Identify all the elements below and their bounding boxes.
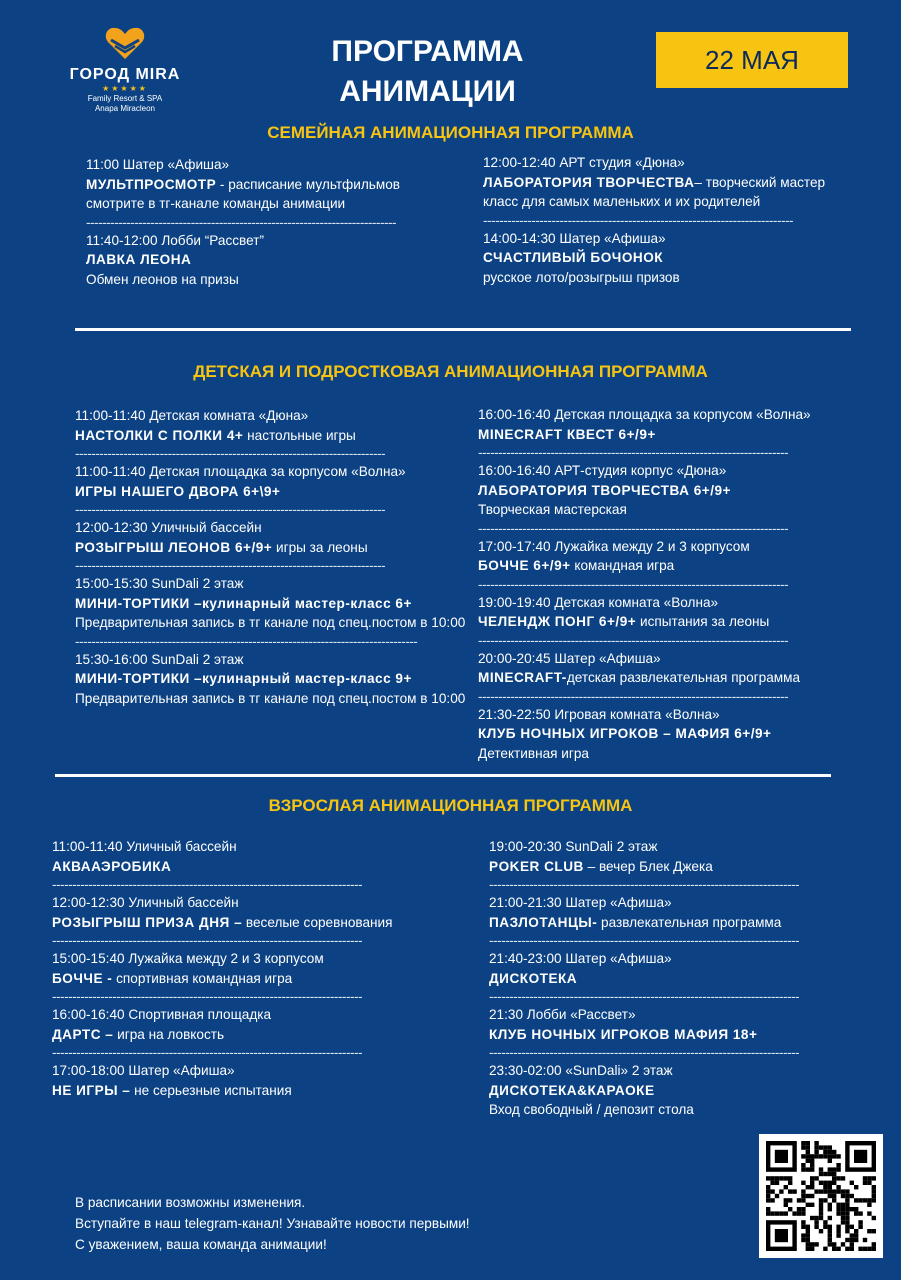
entry-extra: Обмен леонов на призы: [86, 271, 239, 287]
separator: -----------------------------------------------------------------------------: [52, 1045, 363, 1060]
entry-time: 12:00-12:30 Уличный бассейн: [52, 895, 239, 910]
entry-name: ПАЗЛОТАНЦЫ-: [489, 914, 598, 930]
separator: -----------------------------------------------------------------------------: [52, 877, 363, 892]
entry-desc: развлекательная программа: [597, 914, 782, 930]
family-right-column: [483, 153, 828, 287]
schedule-entry: [75, 574, 470, 633]
entry-time: 14:00-14:30 Шатер «Афиша»: [483, 230, 666, 246]
entry-time: 12:00-12:40 АРТ студия «Дюна»: [483, 155, 685, 170]
entry-desc: – творческий мастер класс для самых маленьких и их родителей: [483, 174, 826, 209]
entry-desc: игра на ловкость: [113, 1026, 225, 1042]
entry-name: MINECRAFT КВЕСТ 6+/9+: [478, 426, 656, 442]
entry-name: НЕ ИГРЫ –: [52, 1082, 131, 1098]
entry-desc: спортивная командная игра: [112, 970, 293, 986]
entry-time: 11:00-11:40 Детская площадка за корпусом «Волна»: [75, 464, 406, 479]
footer-line-2: Вступайте в наш telegram-канал! Узнавайте новости первыми!: [75, 1216, 470, 1231]
schedule-entry: [478, 705, 863, 764]
schedule-entry: [52, 949, 452, 988]
page-title: [270, 32, 585, 112]
entry-name: СЧАСТЛИВЫЙ БОЧОНОК: [483, 250, 664, 265]
qr-code-graphic: [759, 1134, 883, 1258]
footer-line-1: В расписании возможны изменения.: [75, 1195, 306, 1210]
entry-desc: игры за леоны: [272, 539, 368, 555]
schedule-entry: [489, 949, 834, 988]
schedule-entry: [86, 155, 446, 214]
separator: -----------------------------------------------------------------------------: [489, 933, 800, 948]
entry-name: РОЗЫГРЫШ ЛЕОНОВ 6+/9+: [75, 539, 273, 555]
title-line-1: ПРОГРАММА: [331, 35, 524, 68]
entry-name: АКВААЭРОБИКА: [52, 858, 172, 874]
entry-time: 16:00-16:40 Детская площадка за корпусом «Волна»: [478, 407, 811, 422]
section-divider: [55, 774, 831, 777]
logo-name: ГОРОД MIRA: [69, 66, 181, 83]
schedule-entry: [478, 649, 863, 688]
date-badge: 22 МАЯ: [656, 32, 848, 88]
entry-time: 21:40-23:00 Шатер «Афиша»: [489, 951, 672, 966]
schedule-entry: [86, 231, 446, 290]
adult-section-title: ВЗРОСЛАЯ АНИМАЦИОННАЯ ПРОГРАММА: [268, 796, 633, 815]
footer-line-3: С уважением, ваша команда анимации!: [75, 1237, 327, 1252]
entry-time: 19:00-19:40 Детская комната «Волна»: [478, 594, 719, 610]
separator: -----------------------------------------------------------------------------: [483, 212, 794, 228]
entry-time: 17:00-17:40 Лужайка между 2 и 3 корпусом: [478, 538, 750, 554]
entry-time: 21:30 Лобби «Рассвет»: [489, 1007, 636, 1022]
logo-stars: ★★★★★: [102, 84, 148, 93]
entry-time: 21:00-21:30 Шатер «Афиша»: [489, 895, 672, 910]
entry-time: 19:00-20:30 SunDali 2 этаж: [489, 839, 658, 854]
schedule-entry: [52, 837, 452, 876]
entry-name: ДИСКОТЕКА&КАРАОКЕ: [489, 1082, 655, 1098]
entry-name: ЛАВКА ЛЕОНА: [86, 252, 192, 267]
kids-section-title: ДЕТСКАЯ И ПОДРОСТКОВАЯ АНИМАЦИОННАЯ ПРОГРАММА: [193, 362, 708, 381]
schedule-entry: [489, 1005, 834, 1044]
entry-name: POKER CLUB: [489, 858, 584, 874]
schedule-entry: [75, 406, 470, 445]
entry-name: БОЧЧЕ 6+/9+: [478, 558, 571, 573]
entry-time: 16:00-16:40 АРТ-студия корпус «Дюна»: [478, 463, 727, 478]
entry-desc: детская развлекательная программа: [566, 670, 801, 685]
entry-time: 15:30-16:00 SunDali 2 этаж: [75, 651, 244, 667]
separator: -----------------------------------------------------------------------------: [75, 502, 386, 517]
logo-location: Anapa Miracleon: [94, 104, 156, 113]
resort-logo: [55, 26, 195, 114]
logo-subtitle: Family Resort & SPA: [87, 94, 163, 103]
schedule-entry: [483, 229, 828, 288]
entry-name: ЛАБОРАТОРИЯ ТВОРЧЕСТВА: [483, 174, 695, 190]
separator: -----------------------------------------------------------------------------: [478, 445, 789, 460]
entry-name: НАСТОЛКИ С ПОЛКИ 4+: [75, 427, 244, 443]
entry-extra: русское лото/розыгрыш призов: [483, 269, 680, 285]
entry-extra: Предварительная запись в тг канале под спец.постом в 10:00: [75, 690, 466, 706]
separator: -----------------------------------------------------------------------------: [478, 632, 789, 648]
separator: -----------------------------------------------------------------------------: [75, 558, 386, 573]
adult-left-column: [52, 837, 452, 1100]
entry-desc: веселые соревнования: [242, 914, 393, 930]
qr-code-icon[interactable]: [759, 1134, 883, 1258]
entry-time: 15:00-15:30 SunDali 2 этаж: [75, 576, 244, 591]
heart-logo-icon: [105, 26, 145, 60]
section-divider: [75, 328, 851, 331]
schedule-entry: [478, 405, 863, 444]
entry-name: ЧЕЛЕНДЖ ПОНГ 6+/9+: [478, 614, 637, 629]
entry-name: КЛУБ НОЧНЫХ ИГРОКОВ – МАФИЯ 6+/9+: [478, 726, 772, 741]
schedule-entry: [489, 837, 834, 876]
schedule-entry: [478, 461, 863, 520]
entry-name: ИГРЫ НАШЕГО ДВОРА 6+\9+: [75, 483, 281, 499]
kids-right-column: [478, 405, 863, 763]
schedule-entry: [52, 893, 452, 932]
separator: -----------------------------------------------------------------------------: [86, 214, 397, 230]
separator: -------------------------------------------------------------------------------------: [75, 633, 418, 649]
schedule-entry: [478, 593, 863, 632]
family-section-title: СЕМЕЙНАЯ АНИМАЦИОННАЯ ПРОГРАММА: [267, 123, 634, 142]
schedule-entry: [75, 650, 470, 709]
entry-name: ЛАБОРАТОРИЯ ТВОРЧЕСТВА 6+/9+: [478, 482, 731, 498]
entry-desc: испытания за леоны: [636, 614, 770, 629]
entry-time: 21:30-22:50 Игровая комната «Волна»: [478, 706, 720, 722]
entry-desc: не серьезные испытания: [130, 1082, 292, 1098]
entry-time: 23:30-02:00 «SunDali» 2 этаж: [489, 1063, 673, 1078]
entry-name: MINECRAFT-: [478, 670, 567, 685]
separator: -----------------------------------------------------------------------------: [75, 446, 386, 461]
schedule-entry: [52, 1061, 452, 1100]
entry-time: 16:00-16:40 Спортивная площадка: [52, 1007, 272, 1022]
entry-time: 15:00-15:40 Лужайка между 2 и 3 корпусом: [52, 951, 324, 966]
entry-name: МУЛЬТПРОСМОТР: [86, 176, 217, 192]
entry-desc: командная игра: [570, 558, 675, 573]
separator: -----------------------------------------------------------------------------: [489, 1045, 800, 1060]
entry-extra: Творческая мастерская: [478, 502, 627, 517]
schedule-entry: [75, 518, 470, 557]
entry-time: 12:00-12:30 Уличный бассейн: [75, 520, 262, 535]
entry-time: 11:00-11:40 Уличный бассейн: [52, 839, 237, 854]
kids-left-column: [75, 406, 470, 708]
separator: -----------------------------------------------------------------------------: [478, 688, 789, 704]
schedule-entry: [483, 153, 828, 212]
entry-time: 17:00-18:00 Шатер «Афиша»: [52, 1063, 235, 1078]
separator: -----------------------------------------------------------------------------: [52, 933, 363, 948]
entry-desc: настольные игры: [243, 427, 356, 443]
entry-extra: Предварительная запись в тг канале под спец.постом в 10:00: [75, 615, 466, 630]
separator: -----------------------------------------------------------------------------: [478, 576, 789, 592]
entry-desc: - расписание мультфильмов смотрите в тг-канале команды анимации: [86, 176, 400, 211]
schedule-entry: [478, 537, 863, 576]
separator: -----------------------------------------------------------------------------: [489, 989, 800, 1004]
separator: -----------------------------------------------------------------------------: [478, 520, 789, 536]
footer-note: [75, 1192, 470, 1255]
entry-time: 11:40-12:00 Лобби “Рассвет”: [86, 232, 264, 248]
entry-name: КЛУБ НОЧНЫХ ИГРОКОВ МАФИЯ 18+: [489, 1026, 758, 1042]
entry-desc: – вечер Блек Джека: [583, 858, 713, 874]
separator: -----------------------------------------------------------------------------: [52, 989, 363, 1004]
entry-name: МИНИ-ТОРТИКИ –кулинарный мастер-класс 6+: [75, 595, 412, 611]
entry-name: РОЗЫГРЫШ ПРИЗА ДНЯ –: [52, 914, 243, 930]
entry-name: ДАРТС –: [52, 1026, 114, 1042]
title-line-2: АНИМАЦИИ: [339, 75, 516, 108]
entry-name: МИНИ-ТОРТИКИ –кулинарный мастер-класс 9+: [75, 671, 412, 686]
adult-right-column: [489, 837, 834, 1120]
schedule-entry: [52, 1005, 452, 1044]
schedule-entry: [75, 462, 470, 501]
entry-name: БОЧЧЕ -: [52, 970, 113, 986]
entry-time: 20:00-20:45 Шатер «Афиша»: [478, 650, 661, 666]
schedule-entry: [489, 893, 834, 932]
family-left-column: [86, 155, 446, 289]
entry-extra: Вход свободный / депозит стола: [489, 1102, 694, 1117]
schedule-entry: [489, 1061, 834, 1120]
entry-time: 11:00-11:40 Детская комната «Дюна»: [75, 408, 309, 423]
entry-name: ДИСКОТЕКА: [489, 970, 578, 986]
entry-extra: Детективная игра: [478, 745, 589, 761]
separator: -----------------------------------------------------------------------------: [489, 877, 800, 892]
entry-time: 11:00 Шатер «Афиша»: [86, 157, 230, 172]
